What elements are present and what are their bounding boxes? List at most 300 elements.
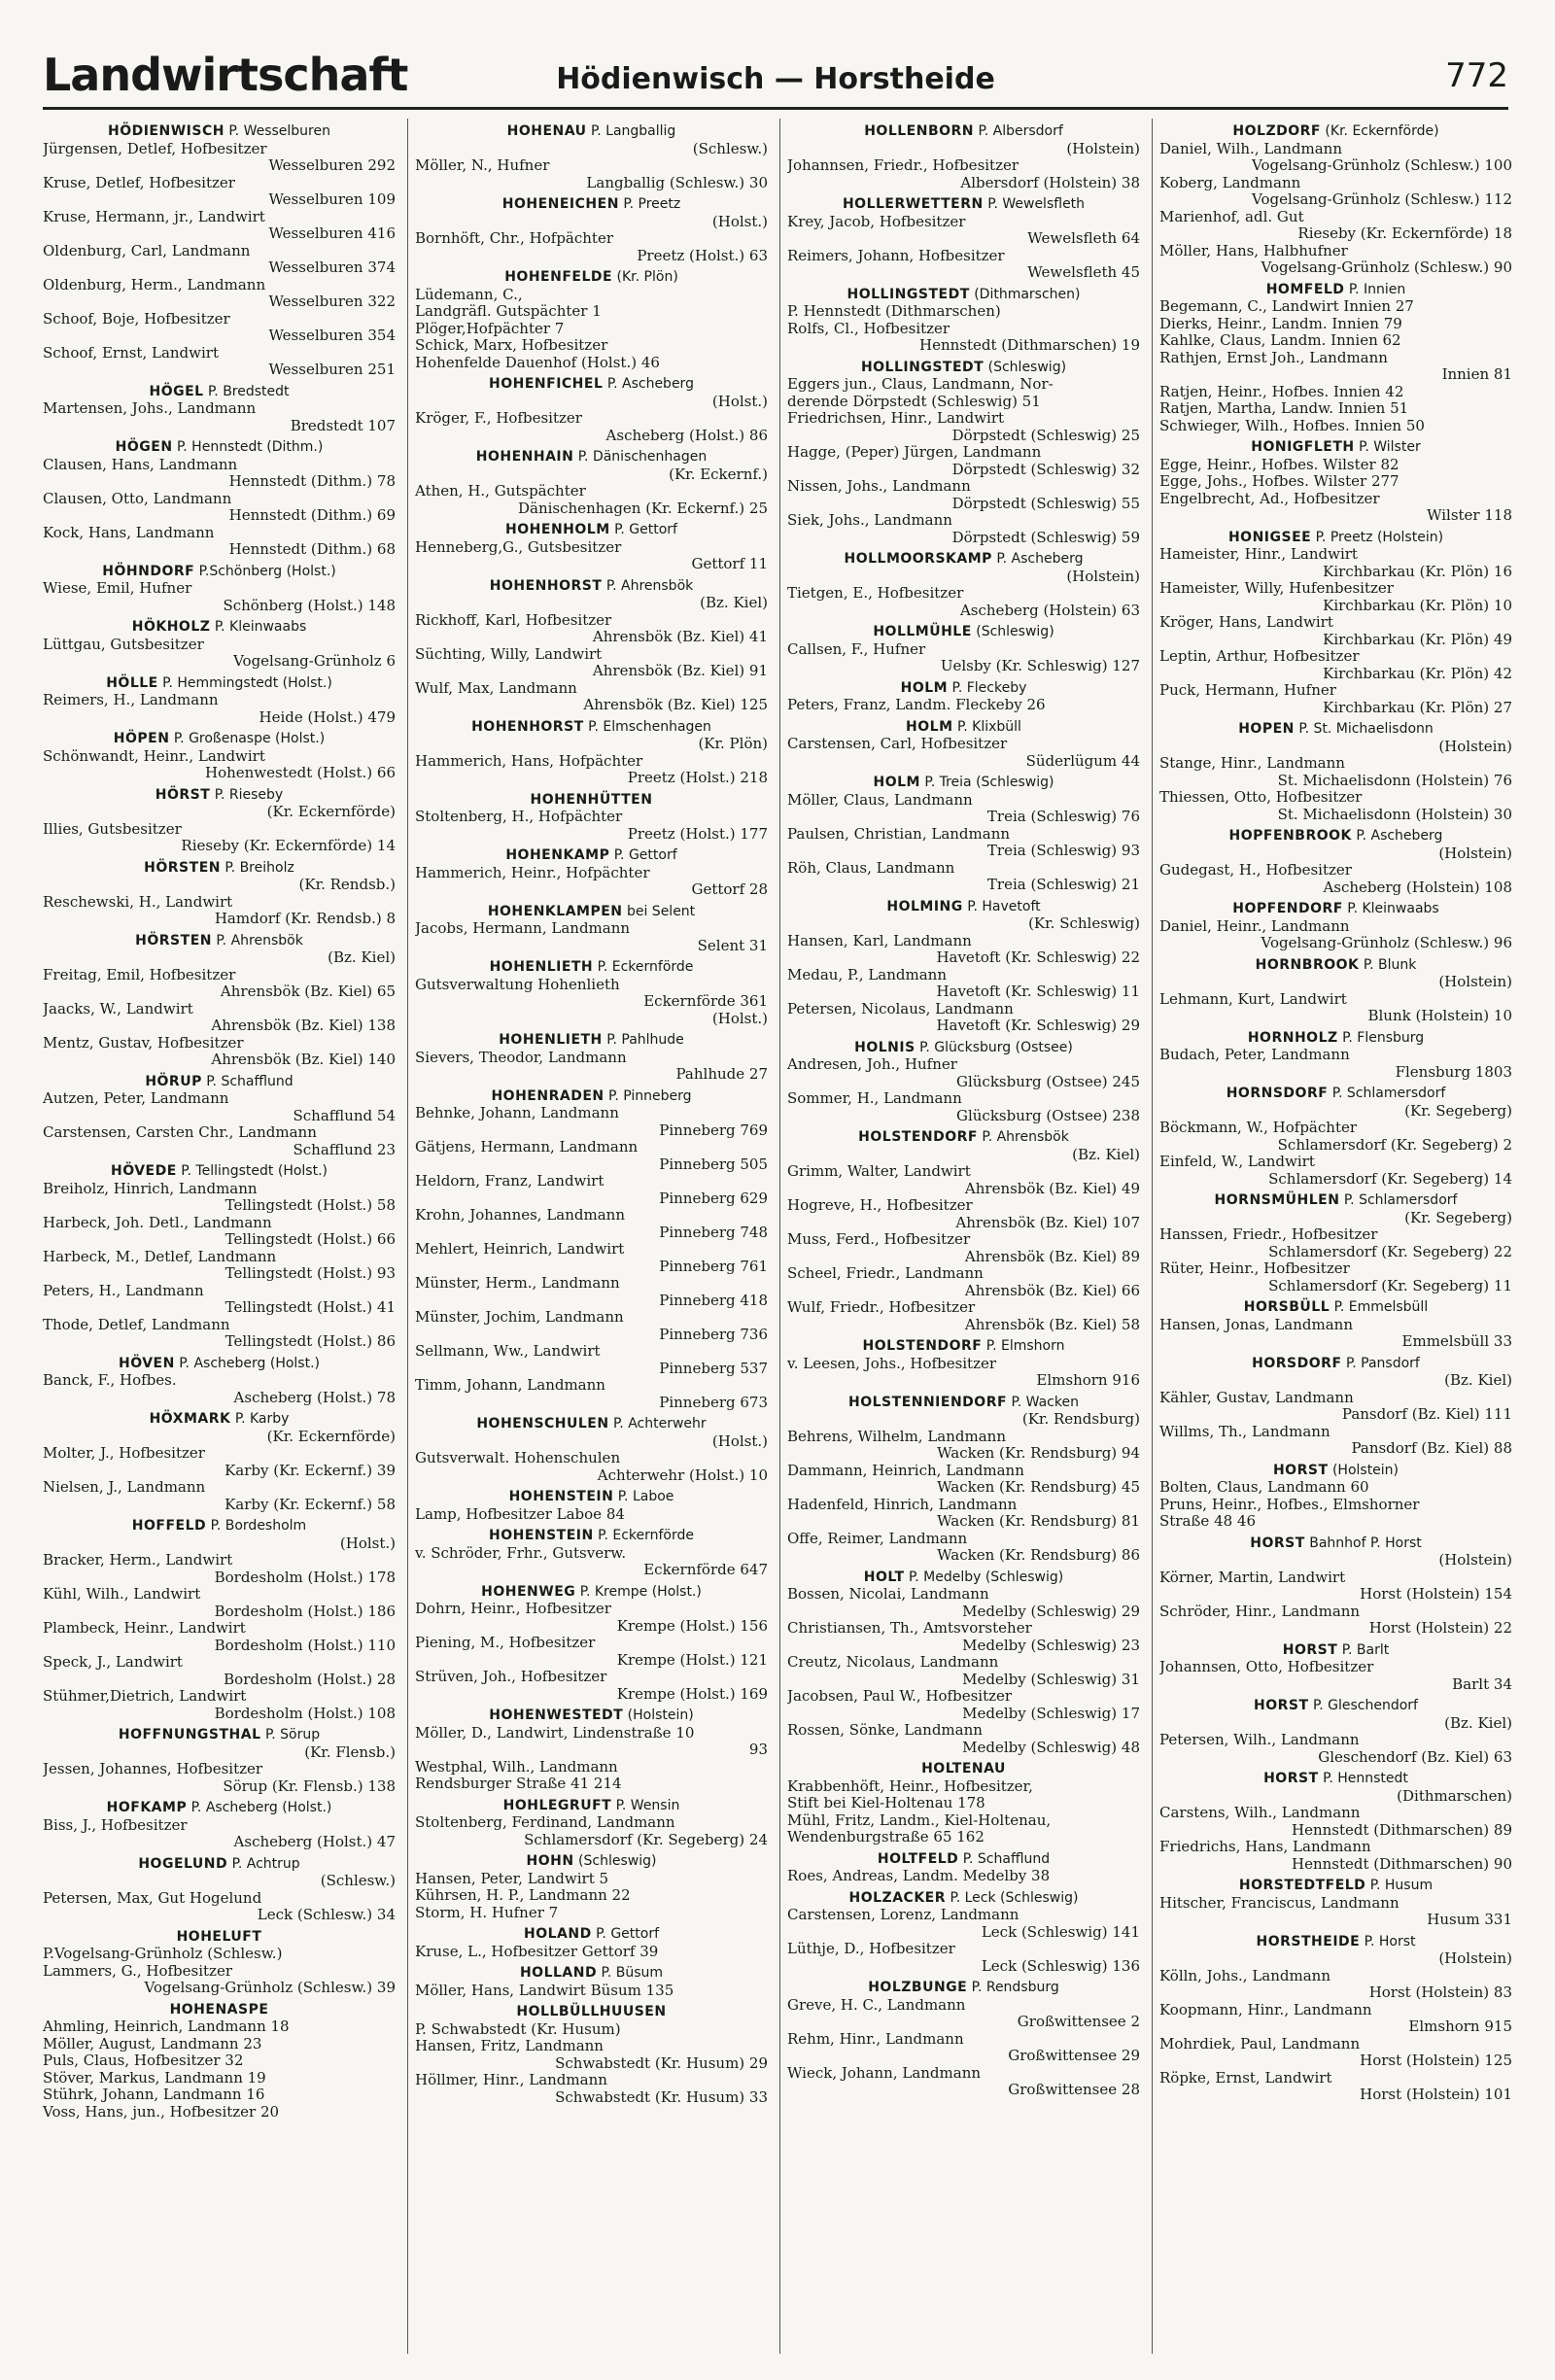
entry-line: Reimers, H., Landmann (43, 691, 219, 708)
entry-line: P. Schwabstedt (Kr. Husum) (415, 2019, 621, 2038)
entry-location: Schlamersdorf (Kr. Segeberg) 22 (1268, 1242, 1512, 1260)
directory-columns (43, 119, 1512, 2354)
entry-location: Ahrensbök (Bz. Kiel) 140 (211, 1051, 396, 1068)
entry-location: Schlamersdorf (Kr. Segeberg) 14 (1268, 1169, 1512, 1188)
place-heading (43, 860, 396, 878)
place-postal: (Schleswig) (984, 359, 1067, 375)
entry-line: Möller, Hans, Halbhufner (1159, 241, 1348, 259)
place-heading (43, 787, 396, 805)
place-heading (1159, 1463, 1512, 1480)
place-postal: (Holstein) (1328, 1462, 1400, 1478)
place-heading (787, 624, 1140, 641)
place-name: HORST (1250, 1535, 1305, 1551)
place-heading (787, 775, 1140, 792)
entry-location: Kirchbarkau (Kr. Plön) 42 (1323, 664, 1512, 682)
entry-line: Stöver, Markus, Landmann 19 (43, 2068, 266, 2087)
entry-line: Böckmann, W., Hofpächter (1159, 1119, 1358, 1136)
place-heading (43, 1518, 396, 1535)
entry-location: (Holstein) (1438, 844, 1512, 862)
entry-location: Ahrensbök (Bz. Kiel) 138 (211, 1017, 396, 1034)
entry-line: Reschewski, H., Landwirt (43, 892, 233, 911)
entry-line: Peters, Franz, Landm. Fleckeby 26 (787, 696, 1046, 713)
place-heading (415, 1926, 768, 1944)
place-postal: P. Gettorf (609, 522, 677, 537)
entry-location: Ahrensbök (Bz. Kiel) 65 (220, 983, 396, 1000)
entry-location: Ahrensbök (Bz. Kiel) 58 (964, 1315, 1140, 1333)
place-name: HOHENSCHULEN (476, 1416, 609, 1431)
place-postal: P. Innien (1344, 281, 1406, 297)
entry-line: Harbeck, M., Detlef, Landmann (43, 1247, 277, 1265)
place-postal: P. Medelby (Schleswig) (904, 1569, 1064, 1585)
entry-line: Carstensen, Lorenz, Landmann (787, 1906, 1019, 1923)
entry-location: Ascheberg (Holst.) 78 (233, 1388, 396, 1406)
place-postal: P. Schafflund (958, 1850, 1051, 1867)
entry-line: Rathjen, Ernst Joh., Landmann (1159, 348, 1388, 366)
entry-line: Jacobsen, Paul W., Hofbesitzer (787, 1687, 1013, 1705)
place-name: HORST (1254, 1698, 1309, 1713)
entry-location: Gettorf 11 (691, 555, 768, 572)
entry-line: Körner, Martin, Landwirt (1159, 1568, 1346, 1586)
entry-location: Wesselburen 109 (268, 190, 396, 208)
entry-line: Egge, Heinr., Hofbes. Wilster 82 (1159, 455, 1400, 473)
place-name: HOLZDORF (1232, 123, 1321, 139)
place-name: HOHENLIETH (489, 959, 594, 975)
place-name: HOLLERWETTERN (842, 196, 984, 212)
entry-location: (Holst.) (711, 1009, 768, 1027)
entry-line: Einfeld, W., Landwirt (1159, 1153, 1315, 1170)
entry-location: (Holst.) (711, 1431, 768, 1450)
place-name: HOFFELD (131, 1518, 207, 1534)
place-postal: P. Breiholz (220, 859, 294, 876)
place-heading (43, 123, 396, 141)
entry-location: Tellingstedt (Holst.) 66 (225, 1230, 396, 1248)
entry-line: Möller, Hans, Landwirt Büsum 135 (415, 1981, 674, 1999)
place-heading (43, 1163, 396, 1181)
place-postal: P. Ascheberg (Holst.) (174, 1355, 320, 1371)
entry-location: Langballig (Schlesw.) 30 (586, 173, 768, 191)
place-name: HOHENHOLM (505, 522, 610, 537)
place-heading (43, 1727, 396, 1744)
entry-location: Havetoft (Kr. Schleswig) 22 (936, 949, 1140, 966)
entry-line: Ahmling, Heinrich, Landmann 18 (43, 2018, 290, 2035)
entry-line: Hameister, Willy, Hufenbesitzer (1159, 579, 1394, 597)
entry-line: Gutsverwaltung Hohenlieth (415, 975, 620, 993)
place-postal: P. Glücksburg (Ostsee) (915, 1039, 1073, 1055)
entry-location: Kirchbarkau (Kr. Plön) 10 (1323, 596, 1512, 614)
entry-location: Wesselburen 322 (268, 293, 396, 310)
entry-location: Bredstedt 107 (290, 416, 396, 434)
entry-line: Krohn, Johannes, Landmann (415, 1206, 625, 1224)
page-header (43, 43, 1508, 107)
entry-location: Treia (Schleswig) 93 (986, 842, 1140, 859)
directory-column (415, 119, 768, 2354)
place-heading (1159, 1299, 1512, 1317)
place-postal: (Schleswig) (573, 1853, 657, 1869)
entry-location: Sörup (Kr. Flensb.) 138 (223, 1776, 396, 1795)
place-heading (1159, 901, 1512, 918)
place-name: HOLM (873, 775, 920, 790)
entry-line: Banck, F., Hofbes. (43, 1371, 177, 1389)
place-postal: P. Ahrensbök (211, 932, 303, 949)
entry-location: Ahrensbök (Bz. Kiel) 41 (592, 628, 768, 645)
entry-line: Stühmer,Dietrich, Landwirt (43, 1687, 247, 1705)
entry-location: Leck (Schleswig) 136 (981, 1956, 1140, 1975)
place-postal: P. Flensburg (1337, 1029, 1425, 1046)
entry-line: Münster, Jochim, Landmann (415, 1308, 624, 1326)
place-postal: P. Elmshorn (982, 1338, 1065, 1354)
place-heading (787, 1761, 1140, 1778)
entry-line: Lammers, G., Hofbesitzer (43, 1961, 232, 1980)
entry-line: Petersen, Max, Gut Hogelund (43, 1888, 262, 1907)
entry-line: Jaacks, W., Landwirt (43, 999, 193, 1018)
entry-location: Kirchbarkau (Kr. Plön) 27 (1323, 698, 1512, 716)
directory-column (787, 119, 1140, 2354)
entry-location: Wacken (Kr. Rendsburg) 86 (937, 1546, 1140, 1564)
place-name: HOLSTENNIENDORF (848, 1394, 1008, 1410)
entry-location: Treia (Schleswig) 21 (986, 876, 1140, 893)
entry-location: Hennstedt (Dithmarschen) 19 (919, 336, 1140, 354)
place-postal: P. Wacken (1007, 1394, 1079, 1410)
entry-line: Leptin, Arthur, Hofbesitzer (1159, 647, 1360, 665)
entry-line: Budach, Peter, Landmann (1159, 1046, 1350, 1063)
entry-line: Jacobs, Hermann, Landmann (415, 919, 631, 937)
entry-line: Rickhoff, Karl, Hofbesitzer (415, 610, 612, 629)
entry-line: Schick, Marx, Hofbesitzer (415, 336, 608, 354)
entry-line: Siek, Johs., Landmann (787, 511, 952, 529)
place-postal: P. Ascheberg (603, 376, 694, 392)
place-postal: (Kr. Eckernförde) (1320, 123, 1439, 139)
place-heading (1159, 828, 1512, 845)
entry-location: Krempe (Holst.) 156 (616, 1616, 768, 1635)
place-name: HÖRST (155, 786, 211, 803)
place-heading (1159, 1086, 1512, 1103)
entry-line: Carstensen, Carl, Hofbesitzer (787, 735, 1008, 752)
entry-line: Gudegast, H., Hofbesitzer (1159, 861, 1352, 879)
entry-location: (Kr. Segeberg) (1404, 1101, 1512, 1120)
entry-location: Preetz (Holst.) 218 (627, 769, 768, 786)
entry-location: Wesselburen 354 (268, 327, 396, 344)
entry-location: Schlamersdorf (Kr. Segeberg) 11 (1268, 1276, 1512, 1294)
entry-line: Mohrdiek, Paul, Landmann (1159, 2034, 1361, 2052)
place-heading (43, 675, 396, 693)
entry-location: (Kr. Rendsb.) (298, 876, 396, 893)
entry-location: Vogelsang-Grünholz (Schlesw.) 90 (1261, 259, 1512, 276)
entry-line: Schönwandt, Heinr., Landwirt (43, 746, 265, 765)
entry-location: (Kr. Flensb.) (304, 1742, 396, 1761)
place-postal: P. Preetz (618, 196, 681, 212)
place-name: HORST (1282, 1641, 1338, 1658)
place-name: HONIGFLETH (1251, 439, 1355, 455)
place-postal: P. Schlamersdorf (1328, 1086, 1446, 1101)
entry-location: Horst (Holstein) 22 (1368, 1619, 1512, 1637)
entry-location: Wewelsfleth 45 (1027, 263, 1140, 281)
entry-location: (Kr. Schleswig) (1028, 914, 1140, 932)
place-postal: Bahnhof P. Horst (1304, 1535, 1422, 1551)
place-name: HÖPEN (113, 731, 170, 746)
entry-location: Kirchbarkau (Kr. Plön) 49 (1323, 630, 1512, 648)
entry-location: (Kr. Segeberg) (1404, 1208, 1512, 1226)
entry-line: Freitag, Emil, Hofbesitzer (43, 965, 236, 983)
entry-location: Albersdorf (Holstein) 38 (960, 173, 1140, 191)
entry-line: Carstensen, Carsten Chr., Landmann (43, 1123, 317, 1141)
place-postal: P. Gleschendorf (1308, 1698, 1418, 1713)
entry-line: Mühl, Fritz, Landm., Kiel-Holtenau, (787, 1811, 1052, 1829)
place-heading (787, 551, 1140, 569)
place-postal: P. Laboe (613, 1489, 674, 1504)
entry-line: Henneberg,G., Gutsbesitzer (415, 537, 622, 556)
place-name: HOHENEICHEN (501, 196, 619, 212)
entry-location: (Holstein) (1438, 973, 1512, 990)
entry-location: St. Michaelisdonn (Holstein) 30 (1277, 805, 1512, 823)
place-heading (43, 731, 396, 748)
entry-location: Havetoft (Kr. Schleswig) 11 (936, 983, 1140, 1000)
place-heading (415, 1416, 768, 1433)
entry-line: Kruse, Detlef, Hofbesitzer (43, 173, 235, 191)
entry-location: Ahrensbök (Bz. Kiel) 49 (964, 1179, 1140, 1197)
entry-line: Oldenburg, Herm., Landmann (43, 275, 266, 293)
entry-location: (Bz. Kiel) (700, 594, 768, 611)
place-heading (415, 1584, 768, 1602)
entry-line: Scheel, Friedr., Landmann (787, 1264, 984, 1282)
place-name: HOLNIS (854, 1039, 916, 1055)
entry-location: Leck (Schlesw.) 34 (257, 1906, 396, 1923)
place-name: HOLSTENDORF (862, 1338, 983, 1354)
place-heading (787, 360, 1140, 377)
place-postal: P. Gettorf (591, 1926, 660, 1942)
entry-location: (Kr. Rendsburg) (1021, 1410, 1140, 1428)
place-heading (415, 269, 768, 287)
entry-line: Willms, Th., Landmann (1159, 1422, 1330, 1440)
entry-line: Reimers, Johann, Hofbesitzer (787, 246, 1005, 264)
place-name: HOHELUFT (176, 1928, 262, 1945)
place-name: HORSDORF (1252, 1355, 1342, 1371)
entry-line: Behrens, Wilhelm, Landmann (787, 1427, 1006, 1445)
entry-line: Creutz, Nicolaus, Landmann (787, 1653, 999, 1671)
place-name: HOHENKLAMPEN (487, 903, 623, 919)
entry-location: Medelby (Schleswig) 17 (962, 1704, 1140, 1722)
entry-line: Molter, J., Hofbesitzer (43, 1444, 205, 1462)
place-name: HÖDIENWISCH (107, 123, 225, 139)
place-postal: P. Bredstedt (203, 383, 290, 399)
entry-line: Hansen, Karl, Landmann (787, 931, 972, 949)
place-name: HOLLMÜHLE (873, 624, 972, 639)
entry-line: Heldorn, Franz, Landwirt (415, 1172, 605, 1190)
place-heading (415, 2004, 768, 2021)
entry-line: Jessen, Johannes, Hofbesitzer (43, 1760, 263, 1777)
place-name: HORSBÜLL (1243, 1299, 1330, 1315)
entry-line: Münster, Herm., Landmann (415, 1274, 620, 1292)
place-name: HOLTENAU (921, 1761, 1006, 1776)
place-heading (43, 2002, 396, 2019)
entry-location: Wacken (Kr. Rendsburg) 94 (937, 1444, 1140, 1462)
place-name: HÖHNDORF (102, 563, 195, 579)
place-postal: P. Kleinwaabs (210, 619, 307, 635)
entry-line: Hansen, Fritz, Landmann (415, 2037, 604, 2054)
entry-location: Bordesholm (Holst.) 28 (224, 1670, 396, 1688)
place-heading (415, 1528, 768, 1545)
place-heading (1159, 530, 1512, 547)
entry-line: Lüthje, D., Hofbesitzer (787, 1940, 955, 1957)
place-name: HOHENFELDE (504, 269, 613, 285)
place-heading (787, 719, 1140, 737)
place-name: HOHENASPE (169, 2001, 269, 2018)
place-name: HOHENAU (506, 123, 587, 139)
entry-line: Koopmann, Hinr., Landmann (1159, 2000, 1372, 2018)
entry-location: Vogelsang-Grünholz (Schlesw.) 112 (1251, 190, 1512, 208)
entry-line: Rüter, Heinr., Hofbesitzer (1159, 1259, 1350, 1277)
entry-line: Schoof, Ernst, Landwirt (43, 343, 219, 362)
place-postal: P. Ahrensbök (602, 577, 694, 594)
place-postal: (Dithmarschen) (969, 286, 1081, 302)
entry-location: Wewelsfleth 64 (1027, 229, 1140, 247)
entry-location: Medelby (Schleswig) 29 (962, 1602, 1140, 1620)
entry-line: P.Vogelsang-Grünholz (Schlesw.) (43, 1945, 283, 1962)
entry-location: Ascheberg (Holst.) 47 (233, 1833, 396, 1850)
entry-line: Wulf, Max, Landmann (415, 678, 577, 697)
place-name: HOLLAND (519, 1965, 598, 1981)
entry-line: Hansen, Jonas, Landmann (1159, 1315, 1353, 1333)
place-name: HÖRUP (145, 1073, 202, 1089)
entry-line: Harbeck, Joh. Detl., Landmann (43, 1213, 272, 1231)
entry-location: Pansdorf (Bz. Kiel) 111 (1341, 1405, 1512, 1423)
place-heading (415, 792, 768, 810)
entry-line: Kröger, F., Hofbesitzer (415, 409, 582, 427)
entry-line: Ratjen, Heinr., Hofbes. Innien 42 (1159, 382, 1404, 400)
entry-location: Wacken (Kr. Rendsburg) 45 (937, 1478, 1140, 1496)
place-heading (43, 933, 396, 950)
entry-line: Bolten, Claus, Landmann 60 (1159, 1478, 1369, 1496)
entry-location: Innien 81 (1441, 365, 1512, 383)
entry-location: Dörpstedt (Schleswig) 32 (951, 460, 1140, 478)
entry-location: Glücksburg (Ostsee) 245 (955, 1072, 1140, 1090)
entry-location: Karby (Kr. Eckernf.) 58 (225, 1495, 396, 1513)
entry-location: Dänischenhagen (Kr. Eckernf.) 25 (518, 499, 768, 517)
entry-line: Greve, H. C., Landmann (787, 1995, 966, 2014)
entry-line: Röpke, Ernst, Landwirt (1159, 2068, 1332, 2087)
place-heading (1159, 1934, 1512, 1951)
entry-line: Stührk, Johann, Landmann 16 (43, 2086, 265, 2103)
place-postal: P. Achterwehr (608, 1416, 707, 1431)
entry-location: Vogelsang-Grünholz (Schlesw.) 96 (1261, 934, 1512, 951)
place-heading (787, 287, 1140, 304)
entry-location: Pinneberg 418 (659, 1291, 768, 1309)
place-name: HOHENHAIN (475, 449, 574, 465)
place-name: HOLLINGSTEDT (860, 359, 985, 375)
entry-location: 93 (748, 1741, 768, 1758)
entry-location: Ascheberg (Holstein) 108 (1323, 878, 1512, 896)
place-heading (1159, 1642, 1512, 1660)
place-heading (43, 439, 396, 457)
entry-location: (Holst.) (711, 212, 768, 230)
entry-line: Kruse, L., Hofbesitzer Gettorf 39 (415, 1942, 659, 1960)
place-postal: P. Leck (Schleswig) (946, 1889, 1079, 1906)
place-postal: P. Wesselburen (224, 123, 330, 139)
entry-location: Wilster 118 (1427, 506, 1512, 524)
place-name: HOHENSTEIN (508, 1489, 614, 1504)
entry-line: Hansen, Peter, Landwirt 5 (415, 1869, 609, 1887)
place-name: HOFFNUNGSTHAL (118, 1727, 261, 1742)
entry-line: Jürgensen, Detlef, Hofbesitzer (43, 139, 267, 157)
place-name: HOPFENDORF (1232, 901, 1343, 916)
entry-location: (Holst.) (711, 392, 768, 410)
entry-line: Kölln, Johs., Landmann (1159, 1966, 1330, 1984)
entry-line: Rendsburger Straße 41 214 (415, 1775, 622, 1792)
entry-line: Kühl, Wilh., Landwirt (43, 1585, 201, 1603)
page-range: Hödienwisch — Horstheide (556, 62, 995, 96)
directory-column (1159, 119, 1512, 2354)
entry-location: Großwittensee 2 (1017, 2013, 1140, 2030)
entry-location: Hennstedt (Dithm.) 68 (228, 540, 396, 558)
place-postal: P. Schafflund (201, 1073, 294, 1089)
entry-line: Christiansen, Th., Amtsvorsteher (787, 1619, 1032, 1637)
entry-line: Lehmann, Kurt, Landwirt (1159, 989, 1347, 1008)
place-name: HOPEN (1238, 721, 1295, 737)
place-name: HÖLLE (106, 674, 158, 691)
entry-line: Voss, Hans, jun., Hofbesitzer 20 (43, 2102, 280, 2121)
page-number: 772 (1445, 56, 1508, 95)
entry-line: Muss, Ferd., Hofbesitzer (787, 1230, 971, 1248)
entry-location: Schlamersdorf (Kr. Segeberg) 2 (1277, 1135, 1512, 1154)
place-heading (787, 1851, 1140, 1869)
entry-location: Ahrensbök (Bz. Kiel) 125 (583, 696, 768, 713)
entry-location: Pinneberg 673 (659, 1393, 768, 1411)
place-postal: P. Bordesholm (206, 1518, 307, 1534)
entry-location: Bordesholm (Holst.) 178 (214, 1568, 396, 1586)
entry-location: (Holstein) (1066, 139, 1140, 157)
place-heading (1159, 1878, 1512, 1895)
entry-location: Preetz (Holst.) 177 (627, 824, 768, 843)
entry-line: Ratjen, Martha, Landw. Innien 51 (1159, 399, 1409, 417)
entry-line: Plöger,Hofpächter 7 (415, 319, 565, 337)
entry-location: Elmshorn 915 (1408, 2018, 1512, 2035)
entry-line: Friedrichsen, Hinr., Landwirt (787, 409, 1005, 427)
place-heading (43, 384, 396, 401)
place-heading (787, 1890, 1140, 1908)
entry-line: Sievers, Theodor, Landmann (415, 1048, 627, 1066)
place-postal: bei Selent (622, 903, 696, 919)
entry-location: Hennstedt (Dithm.) 78 (228, 472, 396, 490)
place-name: HOHENKAMP (505, 847, 610, 863)
entry-location: Bordesholm (Holst.) 186 (214, 1602, 396, 1620)
place-name: HORNSDORF (1226, 1086, 1329, 1101)
place-heading (415, 1707, 768, 1725)
place-heading (1159, 957, 1512, 975)
place-postal: P. Hennstedt (1318, 1771, 1408, 1786)
entry-line: Daniel, Wilh., Landmann (1159, 139, 1343, 157)
place-name: HÖRSTEN (135, 932, 212, 949)
place-name: HOHENFICHEL (489, 376, 604, 392)
place-postal: P. Dänischenhagen (573, 449, 708, 465)
entry-line: Thode, Detlef, Landmann (43, 1315, 230, 1333)
entry-location: Flensburg 1803 (1395, 1062, 1512, 1081)
place-heading (415, 196, 768, 214)
entry-line: Tietgen, E., Hofbesitzer (787, 584, 964, 602)
place-postal: P. Hemmingstedt (Holst.) (157, 674, 332, 691)
entry-line: derende Dörpstedt (Schleswig) 51 (787, 392, 1041, 410)
place-postal: P. Büsum (597, 1965, 664, 1981)
place-name: HOLLENBORN (864, 123, 975, 139)
entry-location: Süderlügum 44 (1025, 751, 1140, 770)
place-postal: (Kr. Plön) (612, 269, 678, 285)
entry-location: Leck (Schleswig) 141 (981, 1922, 1140, 1941)
entry-location: (Kr. Eckernf.) (669, 465, 768, 483)
place-heading (415, 522, 768, 539)
place-heading (415, 904, 768, 921)
place-name: HOHENRADEN (491, 1087, 605, 1104)
place-heading (43, 1074, 396, 1091)
entry-line: Höllmer, Hinr., Landmann (415, 2071, 607, 2088)
place-postal: P. Ascheberg (1351, 828, 1443, 844)
